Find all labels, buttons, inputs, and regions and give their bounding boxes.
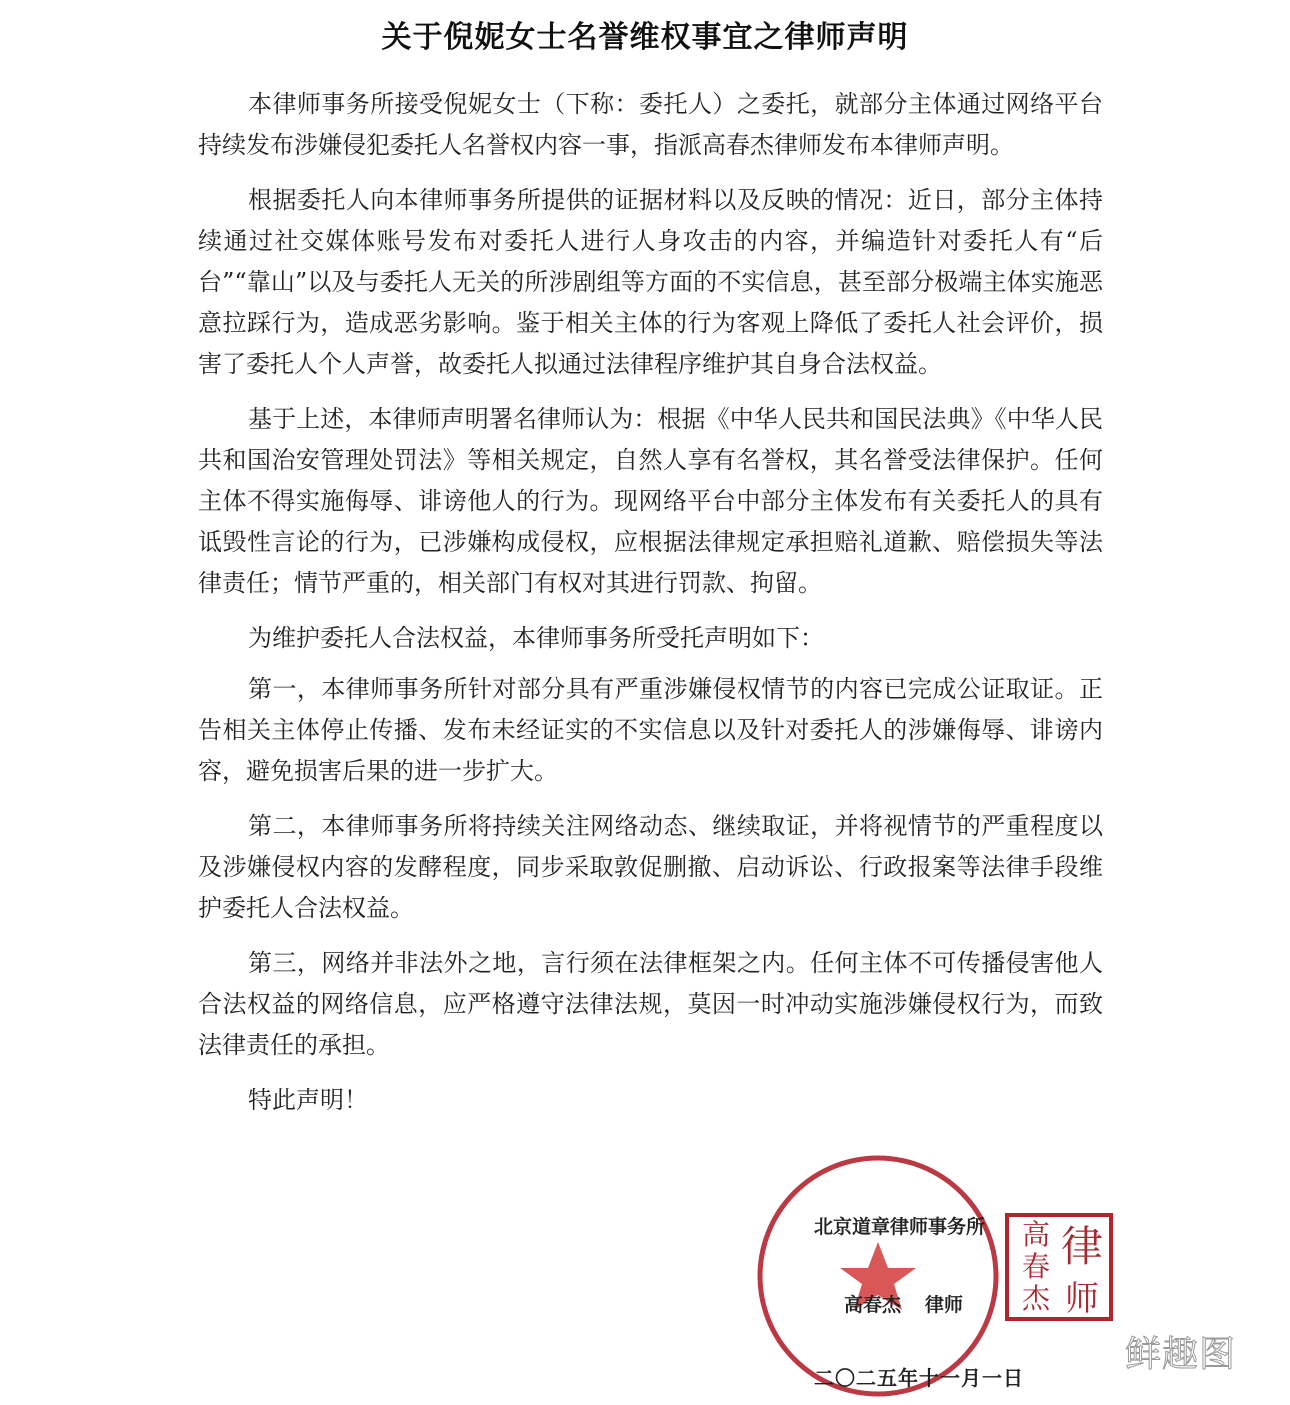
paragraph-point-three: 第三，网络并非法外之地，言行须在法律框架之内。任何主体不可传播侵害他人合法权益的网络信息，应严格遵守法律法规，莫因一时冲动实施涉嫌侵权行为，而致法律责任的承担。 bbox=[198, 949, 1103, 1059]
square-seal-char: 杰 bbox=[1021, 1282, 1050, 1315]
paragraph-point-one: 第一，本律师事务所针对部分具有严重涉嫌侵权情节的内容已完成公证取证。正告相关主体停止传播、发布未经证实的不实信息以及针对委托人的涉嫌侮辱、诽谤内容，避免损害后果的进一步扩大。 bbox=[198, 675, 1103, 785]
paragraph-legal-basis: 基于上述，本律师声明署名律师认为：根据《中华人民共和国民法典》《中华人民共和国治安管理处罚法》等相关规定，自然人享有名誉权，其名誉受法律保护。任何主体不得实施侮辱、诽谤他人的行为。现网络平台中部分主体发布有关委托人的具有诋毁性言论的行为，已涉嫌构成侵权，应根据法律规定承担赔礼道歉、赔偿损失等法律责任；情节严重的，相关部门有权对其进行罚款、拘留。 bbox=[198, 405, 1103, 597]
paragraph-point-two: 第二，本律师事务所将持续关注网络动态、继续取证，并将视情节的严重程度以及涉嫌侵权内容的发酵程度，同步采取敦促删撤、启动诉讼、行政报案等法律手段维护委托人合法权益。 bbox=[198, 812, 1103, 922]
paragraph-facts: 根据委托人向本律师事务所提供的证据材料以及反映的情况：近日，部分主体持续通过社交媒体账号发布对委托人进行人身攻击的内容，并编造针对委托人有“后台”“靠山”以及与委托人无关的所涉剧组等方面的不实信息，甚至部分极端主体实施恶意拉踩行为，造成恶劣影响。鉴于相关主体的行为客观上降低了委托人社会评价，损害了委托人个人声誉，故委托人拟通过法律程序维护其自身合法权益。 bbox=[198, 186, 1103, 378]
square-seal-char: 师 bbox=[1065, 1279, 1099, 1319]
document-body bbox=[198, 84, 1103, 1131]
paragraph-intro: 本律师事务所接受倪妮女士（下称：委托人）之委托，就部分主体通过网络平台持续发布涉嫌侵犯委托人名誉权内容一事，指派高春杰律师发布本律师声明。 bbox=[198, 90, 1103, 159]
signature-firm: 北京道章律师事务所 bbox=[814, 1216, 986, 1238]
square-seal-char: 律 bbox=[1060, 1222, 1103, 1271]
signature-block bbox=[752, 1150, 1290, 1405]
paragraph-closing: 特此声明！ bbox=[248, 1086, 368, 1114]
signature-lawyer-title: 律师 bbox=[925, 1294, 964, 1316]
signature-date: 二〇二五年十一月一日 bbox=[814, 1366, 1024, 1390]
square-seal-char: 春 bbox=[1021, 1250, 1050, 1283]
square-seal-icon bbox=[1005, 1213, 1113, 1321]
signature-lawyer-name: 高春杰 bbox=[844, 1294, 902, 1316]
watermark: 鲜趣图 bbox=[1125, 1334, 1237, 1375]
signature-lawyer bbox=[844, 1290, 963, 1317]
document-title: 关于倪妮女士名誉维权事宜之律师声明 bbox=[381, 20, 909, 55]
square-seal-char: 高 bbox=[1021, 1218, 1050, 1251]
paragraph-declaration-intro: 为维护委托人合法权益，本律师事务所受托声明如下： bbox=[248, 624, 824, 652]
